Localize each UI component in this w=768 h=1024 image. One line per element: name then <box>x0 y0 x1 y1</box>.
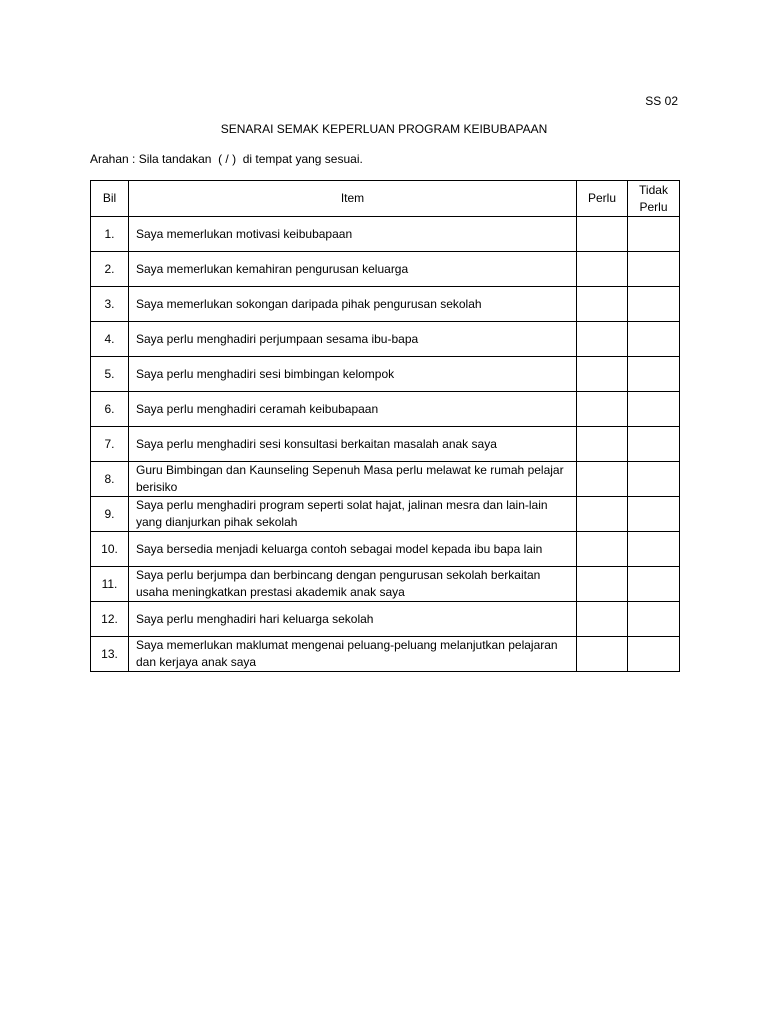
header-tidak-perlu-line1: Tidak <box>639 182 668 197</box>
row-item-text: Saya memerlukan motivasi keibubapaan <box>129 217 577 252</box>
row-number: 1. <box>91 217 129 252</box>
table-row <box>91 287 680 322</box>
page-title: SENARAI SEMAK KEPERLUAN PROGRAM KEIBUBAPAAN <box>220 122 548 136</box>
perlu-checkbox-cell[interactable] <box>577 252 628 287</box>
table-row <box>91 532 680 567</box>
table-row <box>91 497 680 532</box>
row-item-text: Guru Bimbingan dan Kaunseling Sepenuh Masa perlu melawat ke rumah pelajar berisiko <box>129 462 577 497</box>
row-item-text: Saya perlu menghadiri perjumpaan sesama ibu-bapa <box>129 322 577 357</box>
row-number: 2. <box>91 252 129 287</box>
row-number: 3. <box>91 287 129 322</box>
tidak-perlu-checkbox-cell[interactable] <box>628 392 680 427</box>
row-number: 9. <box>91 497 129 532</box>
table-row <box>91 602 680 637</box>
perlu-checkbox-cell[interactable] <box>577 287 628 322</box>
perlu-checkbox-cell[interactable] <box>577 462 628 497</box>
row-item-text: Saya perlu menghadiri sesi konsultasi berkaitan masalah anak saya <box>129 427 577 462</box>
header-perlu: Perlu <box>577 181 628 217</box>
tidak-perlu-checkbox-cell[interactable] <box>628 567 680 602</box>
row-item-text: Saya bersedia menjadi keluarga contoh sebagai model kepada ibu bapa lain <box>129 532 577 567</box>
table-row <box>91 637 680 672</box>
row-number: 4. <box>91 322 129 357</box>
checklist-table <box>90 180 680 672</box>
table-row <box>91 567 680 602</box>
row-item-text: Saya perlu menghadiri ceramah keibubapaan <box>129 392 577 427</box>
perlu-checkbox-cell[interactable] <box>577 637 628 672</box>
tidak-perlu-checkbox-cell[interactable] <box>628 637 680 672</box>
perlu-checkbox-cell[interactable] <box>577 602 628 637</box>
row-item-text: Saya perlu menghadiri program seperti solat hajat, jalinan mesra dan lain-lain yang dianjurkan pihak sekolah <box>129 497 577 532</box>
row-item-text: Saya memerlukan sokongan daripada pihak pengurusan sekolah <box>129 287 577 322</box>
tidak-perlu-checkbox-cell[interactable] <box>628 427 680 462</box>
perlu-checkbox-cell[interactable] <box>577 357 628 392</box>
perlu-checkbox-cell[interactable] <box>577 532 628 567</box>
table-row <box>91 462 680 497</box>
row-item-text: Saya memerlukan kemahiran pengurusan keluarga <box>129 252 577 287</box>
table-row <box>91 427 680 462</box>
table-row <box>91 217 680 252</box>
instruction-text: Arahan : Sila tandakan ( / ) di tempat yang sesuai. <box>90 152 363 166</box>
tidak-perlu-checkbox-cell[interactable] <box>628 217 680 252</box>
row-number: 6. <box>91 392 129 427</box>
tidak-perlu-checkbox-cell[interactable] <box>628 497 680 532</box>
row-item-text: Saya perlu menghadiri sesi bimbingan kelompok <box>129 357 577 392</box>
perlu-checkbox-cell[interactable] <box>577 497 628 532</box>
tidak-perlu-checkbox-cell[interactable] <box>628 602 680 637</box>
table-row <box>91 252 680 287</box>
perlu-checkbox-cell[interactable] <box>577 217 628 252</box>
row-number: 10. <box>91 532 129 567</box>
perlu-checkbox-cell[interactable] <box>577 392 628 427</box>
row-item-text: Saya perlu berjumpa dan berbincang dengan pengurusan sekolah berkaitan usaha meningkatkan prestasi akademik anak saya <box>129 567 577 602</box>
row-number: 12. <box>91 602 129 637</box>
tidak-perlu-checkbox-cell[interactable] <box>628 532 680 567</box>
table-row <box>91 357 680 392</box>
table-header-row <box>91 181 680 217</box>
header-tidak-perlu-line2: Perlu <box>639 199 668 214</box>
header-tidak-perlu <box>628 181 680 217</box>
row-number: 7. <box>91 427 129 462</box>
header-item: Item <box>129 181 577 217</box>
tidak-perlu-checkbox-cell[interactable] <box>628 252 680 287</box>
tidak-perlu-checkbox-cell[interactable] <box>628 462 680 497</box>
tidak-perlu-checkbox-cell[interactable] <box>628 357 680 392</box>
row-number: 13. <box>91 637 129 672</box>
table-row <box>91 322 680 357</box>
table-row <box>91 392 680 427</box>
document-code: SS 02 <box>645 94 678 108</box>
tidak-perlu-checkbox-cell[interactable] <box>628 322 680 357</box>
tidak-perlu-checkbox-cell[interactable] <box>628 287 680 322</box>
row-number: 11. <box>91 567 129 602</box>
row-number: 8. <box>91 462 129 497</box>
perlu-checkbox-cell[interactable] <box>577 322 628 357</box>
row-item-text: Saya memerlukan maklumat mengenai peluang-peluang melanjutkan pelajaran dan kerjaya anak saya <box>129 637 577 672</box>
perlu-checkbox-cell[interactable] <box>577 427 628 462</box>
header-bil: Bil <box>91 181 129 217</box>
perlu-checkbox-cell[interactable] <box>577 567 628 602</box>
row-item-text: Saya perlu menghadiri hari keluarga sekolah <box>129 602 577 637</box>
row-number: 5. <box>91 357 129 392</box>
